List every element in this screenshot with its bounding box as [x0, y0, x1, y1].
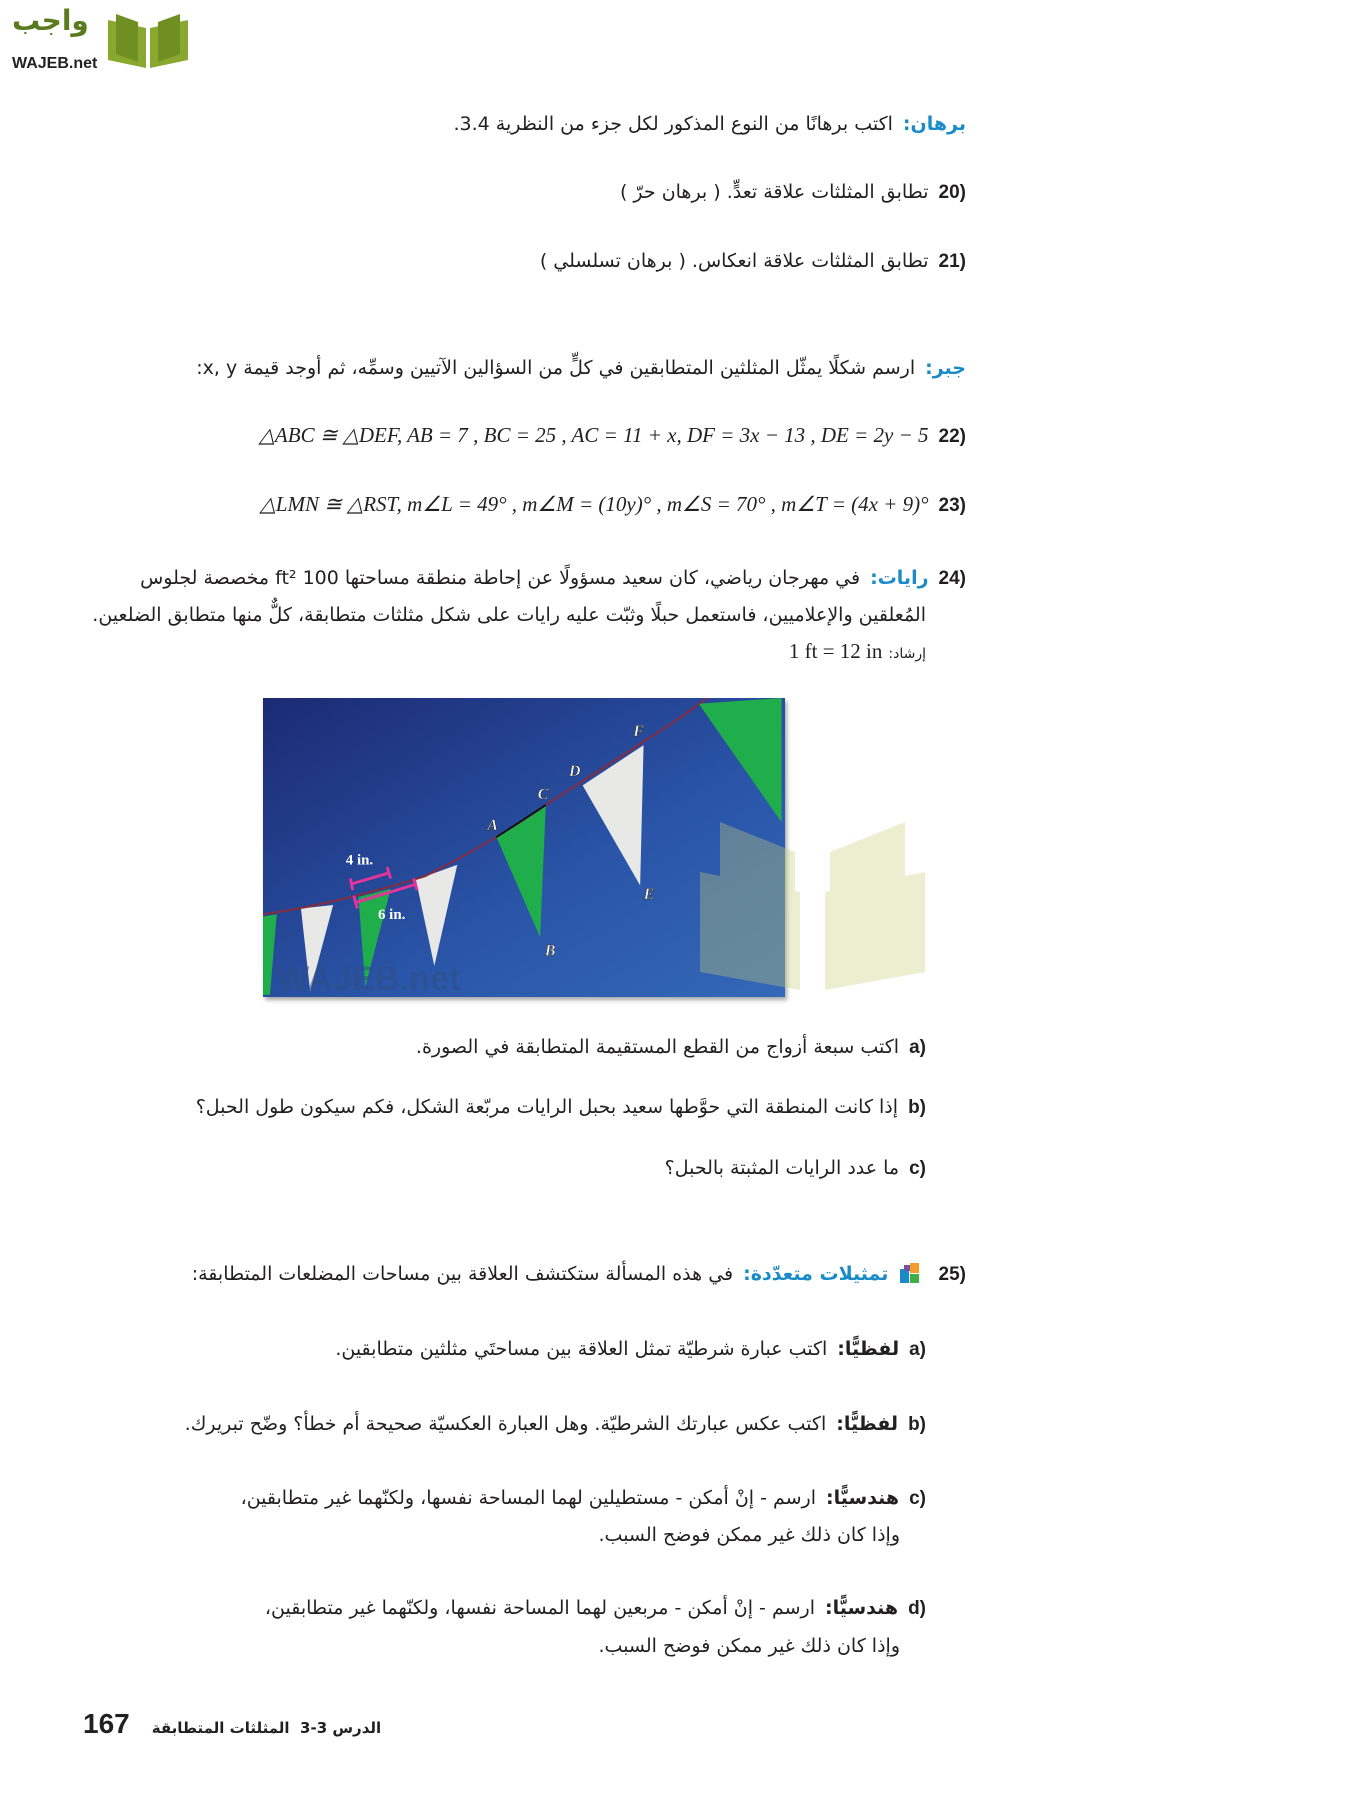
exercise-number: 24): [938, 568, 966, 589]
exercise-25d: [265, 1595, 926, 1622]
lesson-name: المثلثات المتطابقة: [151, 1719, 290, 1737]
label-a: A: [487, 817, 498, 835]
exercise-number: 21): [938, 251, 966, 272]
exercise-number: 20): [938, 182, 966, 203]
label-f: F: [633, 722, 644, 740]
label-c: C: [537, 786, 549, 804]
exercise-25b: [185, 1411, 926, 1438]
part-label: b): [908, 1414, 926, 1435]
part-type: لفظيًّا:: [836, 1413, 899, 1435]
logo-latin-text: WAJEB.net: [12, 55, 98, 72]
hint-label: إرشاد:: [888, 646, 926, 662]
flags-label: رايات:: [870, 567, 929, 589]
label-e: E: [643, 886, 655, 904]
part-text: اكتب سبعة أزواج من القطع المستقيمة المتطابقة في الصورة.: [415, 1036, 900, 1058]
multiple-representations-icon: [898, 1261, 922, 1285]
exercise-25c: [241, 1485, 926, 1512]
part-label: c): [909, 1488, 926, 1509]
proof-instruction: [453, 111, 966, 137]
part-text: ارسم - إنْ أمكن - مربعين لهما المساحة نفسها، ولكنّهما غير متطابقين،: [264, 1597, 815, 1619]
page-number: 167: [83, 1708, 130, 1739]
part-text: ارسم - إنْ أمكن - مستطيلين لهما المساحة نفسها، ولكنّهما غير متطابقين،: [240, 1487, 817, 1509]
part-type: هندسيًّا:: [824, 1597, 899, 1619]
exercise-24a: [416, 1034, 926, 1061]
algebra-instruction: [196, 355, 966, 381]
exercise-24-line2: المُعلقين والإعلاميين، فاستعمل حبلًا وثبّت عليه رايات على شكل مثلثات متطابقة، كلٌّ منها متطابق الضلعين.: [92, 604, 926, 626]
hint: [789, 638, 926, 667]
lesson-number: الدرس 3-3: [300, 1719, 382, 1737]
exercise-24c: [665, 1155, 926, 1182]
exercise-number: 25): [938, 1264, 966, 1285]
part-label: b): [908, 1097, 926, 1118]
part-type: لفظيًّا:: [837, 1338, 900, 1360]
multiple-representations-label: تمثيلات متعدّدة:: [743, 1263, 889, 1285]
exercise-25a: [335, 1336, 926, 1363]
algebra-text: ارسم شكلًا يمثّل المثلثين المتطابقين في كلٍّ من السؤالين الآتيين وسمِّه، ثم أوجد قيمة x, y:: [196, 357, 916, 379]
dimension-6in: 6 in.: [377, 906, 406, 923]
part-type: هندسيًّا:: [826, 1487, 900, 1509]
exercise-24b: [196, 1094, 926, 1121]
exercise-text: في هذه المسألة ستكتشف العلاقة بين مساحات المضلعات المتطابقة:: [191, 1263, 734, 1285]
exercise-21: [540, 248, 966, 275]
proof-label: برهان:: [902, 113, 966, 135]
math-expression: △ABC ≅ △DEF, AB = 7 , BC = 25 , AC = 11 + x, DF = 3x − 13 , DE = 2y − 5: [258, 423, 929, 447]
exercise-20: [620, 179, 966, 206]
watermark-book-icon: [700, 812, 930, 990]
part-text: إذا كانت المنطقة التي حوَّطها سعيد بحبل الرايات مربّعة الشكل، فكم سيكون طول الحبل؟: [195, 1096, 899, 1118]
page-footer: [83, 1708, 381, 1740]
logo-arabic-text: واجب: [12, 4, 89, 37]
math-expression: △LMN ≅ △RST, m∠L = 49° , m∠M = (10y)° , m∠S = 70° , m∠T = (4x + 9)°: [259, 492, 929, 516]
exercise-24-line1: [140, 565, 966, 592]
exercise-text: في مهرجان رياضي، كان سعيد مسؤولًا عن إحاطة منطقة مساحتها 100 ft² مخصصة لجلوس: [140, 567, 861, 589]
exercise-25d-line2: وإذا كان ذلك غير ممكن فوضح السبب.: [598, 1635, 900, 1657]
exercise-text: تطابق المثلثات علاقة تعدٍّ. ( برهان حرّ ): [619, 181, 929, 203]
part-label: d): [908, 1598, 926, 1619]
hint-text: 1 ft = 12 in: [788, 639, 883, 663]
lesson-title: [152, 1719, 381, 1737]
part-text: ما عدد الرايات المثبتة بالحبل؟: [664, 1157, 900, 1179]
label-d: D: [568, 763, 581, 781]
wajeb-logo: [8, 2, 193, 72]
exercise-23: [260, 491, 966, 519]
exercise-25: [192, 1261, 966, 1288]
proof-text: اكتب برهانًا من النوع المذكور لكل جزء من النظرية 3.4.: [453, 113, 893, 135]
exercise-22: [259, 422, 966, 450]
part-label: a): [909, 1339, 926, 1360]
algebra-label: جبر:: [925, 357, 966, 379]
exercise-number: 22): [938, 426, 966, 447]
exercise-text: تطابق المثلثات علاقة انعكاس. ( برهان تسلسلي ): [539, 250, 929, 272]
watermark-text: WAJEB.net: [276, 960, 461, 997]
part-text: اكتب عبارة شرطيّة تمثل العلاقة بين مساحتَي مثلثين متطابقين.: [335, 1338, 828, 1360]
part-label: a): [909, 1037, 926, 1058]
label-b: B: [544, 942, 556, 960]
part-text: اكتب عكس عبارتك الشرطيّة. وهل العبارة العكسيّة صحيحة أم خطأ؟ وضّح تبريرك.: [184, 1413, 827, 1435]
dimension-4in: 4 in.: [345, 852, 374, 869]
part-label: c): [909, 1158, 926, 1179]
exercise-number: 23): [938, 495, 966, 516]
exercise-25c-line2: وإذا كان ذلك غير ممكن فوضح السبب.: [598, 1524, 900, 1546]
